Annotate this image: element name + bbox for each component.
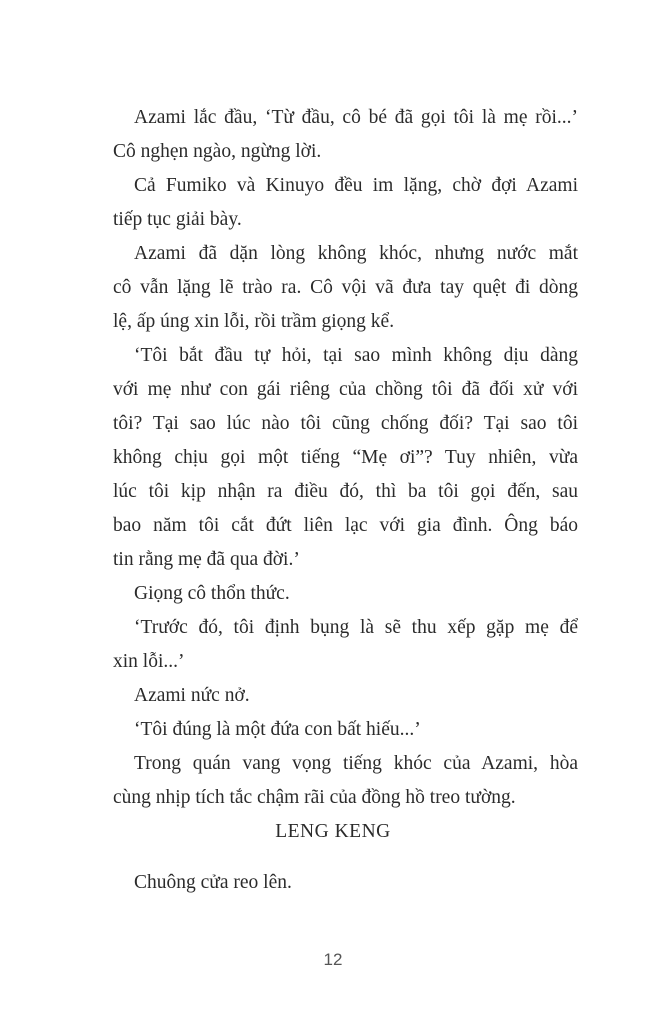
paragraph <box>113 577 578 611</box>
text-line: Azami đã dặn lòng không khóc, nhưng nước mắt <box>134 243 578 264</box>
text-line: ‘Tôi bắt đầu tự hỏi, tại sao mình không dịu dàng <box>134 345 578 366</box>
text-line: tin rằng mẹ đã qua đời.’ <box>113 549 300 570</box>
text-line: Cô nghẹn ngào, ngừng lời. <box>113 141 322 162</box>
text-line: lúc tôi kịp nhận ra điều đó, thì ba tôi gọi đến, sau <box>113 481 578 502</box>
body-text <box>113 101 578 815</box>
text-line: không chịu gọi một tiếng “Mẹ ơi”? Tuy nhiên, vừa <box>113 447 578 468</box>
text-line: tiếp tục giải bày. <box>113 209 242 230</box>
section-heading: LENG KENG <box>275 821 391 842</box>
text-line: Azami nức nở. <box>134 685 250 706</box>
text-line: với mẹ như con gái riêng của chồng tôi đã đối xử với <box>113 379 578 400</box>
text-line: Giọng cô thổn thức. <box>134 583 290 604</box>
paragraph <box>113 747 578 815</box>
text-line: cùng nhịp tích tắc chậm rãi của đồng hồ treo tường. <box>113 787 516 808</box>
paragraph <box>113 101 578 169</box>
text-line: ‘Trước đó, tôi định bụng là sẽ thu xếp gặp mẹ để <box>134 617 578 638</box>
text-line: xin lỗi...’ <box>113 651 185 672</box>
paragraph <box>113 339 578 577</box>
paragraph <box>113 169 578 237</box>
closing-paragraph: Chuông cửa reo lên. <box>134 872 292 893</box>
text-line: cô vẫn lặng lẽ trào ra. Cô vội vã đưa tay quệt đi dòng <box>113 277 578 298</box>
text-line: Azami lắc đầu, ‘Từ đầu, cô bé đã gọi tôi là mẹ rồi...’ <box>134 107 578 128</box>
paragraph <box>113 237 578 339</box>
text-line: ‘Tôi đúng là một đứa con bất hiếu...’ <box>134 719 421 740</box>
text-line: Trong quán vang vọng tiếng khóc của Azami, hòa <box>134 753 578 774</box>
page-number: 12 <box>323 950 343 969</box>
text-line: bao năm tôi cắt đứt liên lạc với gia đình. Ông báo <box>113 515 578 536</box>
paragraph <box>113 679 578 713</box>
paragraph <box>113 611 578 679</box>
text-line: tôi? Tại sao lúc nào tôi cũng chống đối? Tại sao tôi <box>113 413 578 434</box>
paragraph <box>113 713 578 747</box>
text-line: lệ, ấp úng xin lỗi, rồi trầm giọng kể. <box>113 311 395 332</box>
text-line: Cả Fumiko và Kinuyo đều im lặng, chờ đợi Azami <box>134 175 578 196</box>
